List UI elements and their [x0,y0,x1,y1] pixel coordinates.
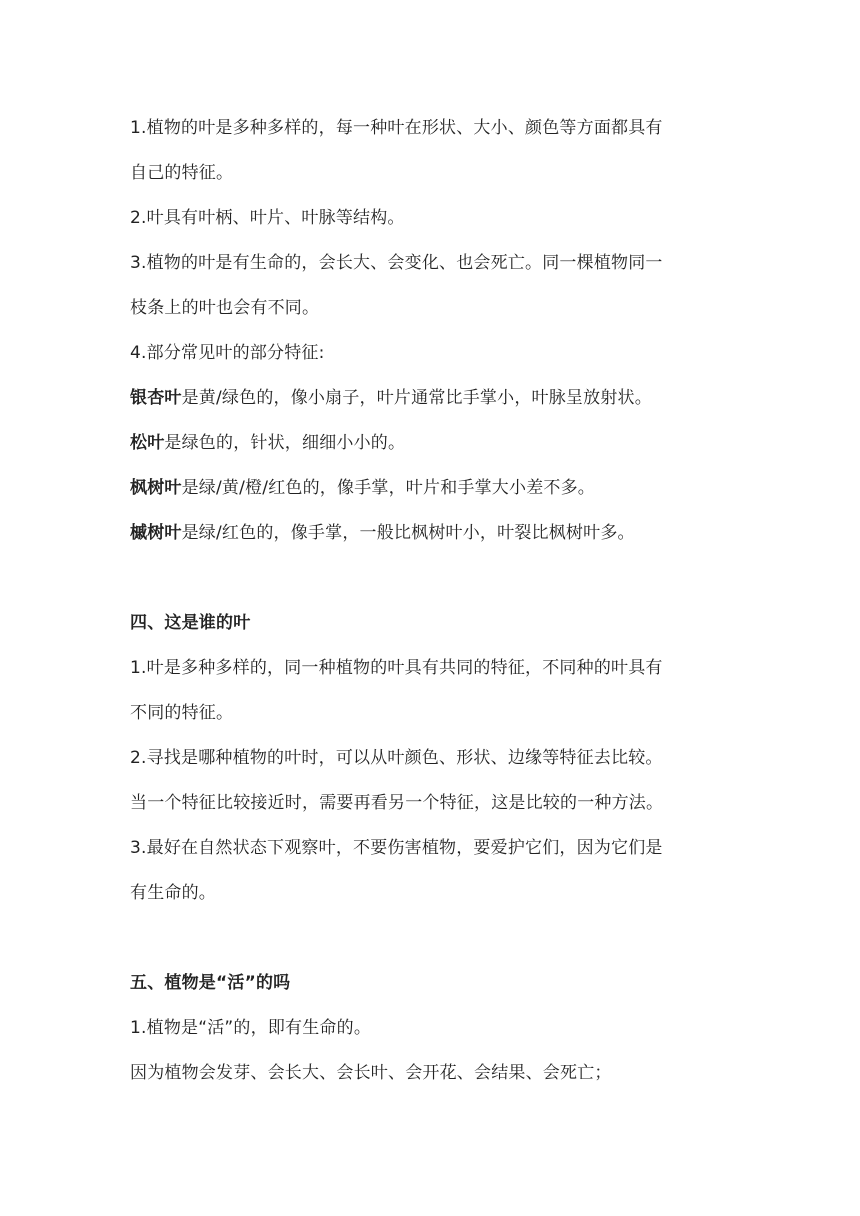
paragraph-observe-line2: 有生命的。 [130,883,216,903]
paragraph-leaf-features-line1: 1.叶是多种多样的，同一种植物的叶具有共同的特征，不同种的叶具有 [130,658,663,678]
leaf-item-ginkgo [130,386,652,410]
section-heading-plants-alive: 五、植物是“活”的吗 [130,973,291,993]
paragraph-leaf-life-line1: 3.植物的叶是有生命的，会长大、会变化、也会死亡。同一棵植物同一 [130,253,663,273]
leaf-item-acer [130,521,635,545]
paragraph-observe-line1: 3.最好在自然状态下观察叶，不要伤害植物，要爱护它们，因为它们是 [130,838,663,858]
leaf-name-maple: 枫树叶 [130,478,182,498]
leaf-item-maple [130,476,595,500]
leaf-name-acer: 槭树叶 [130,523,182,543]
leaf-name-pine: 松叶 [130,433,165,453]
leaf-item-pine [130,431,405,455]
paragraph-compare-line2: 当一个特征比较接近时，需要再看另一个特征，这是比较的一种方法。 [130,793,664,813]
paragraph-leaf-life-line2: 枝条上的叶也会有不同。 [130,298,320,318]
leaf-desc-pine: 是绿色的，针状，细细小小的。 [164,433,406,453]
paragraph-leaf-features-line2: 不同的特征。 [130,703,234,723]
leaf-desc-maple: 是绿/黄/橙/红色的，像手掌，叶片和手掌大小差不多。 [181,478,595,498]
paragraph-common-leaves-intro: 4.部分常见叶的部分特征: [130,343,325,363]
paragraph-leaf-variety-line1: 1.植物的叶是多种多样的，每一种叶在形状、大小、颜色等方面都具有 [130,118,663,138]
section-heading-whose-leaf: 四、这是谁的叶 [130,613,251,633]
leaf-desc-ginkgo: 是黄/绿色的，像小扇子，叶片通常比手掌小，叶脉呈放射状。 [181,388,652,408]
paragraph-compare-line1: 2.寻找是哪种植物的叶时，可以从叶颜色、形状、边缘等特征去比较。 [130,748,663,768]
leaf-desc-acer: 是绿/红色的，像手掌，一般比枫树叶小，叶裂比枫树叶多。 [181,523,635,543]
paragraph-plants-alive: 1.植物是“活”的，即有生命的。 [130,1018,372,1038]
paragraph-leaf-variety-line2: 自己的特征。 [130,163,234,183]
paragraph-leaf-structure: 2.叶具有叶柄、叶片、叶脉等结构。 [130,208,405,228]
paragraph-plants-reasons: 因为植物会发芽、会长大、会长叶、会开花、会结果、会死亡； [130,1063,612,1083]
leaf-name-ginkgo: 银杏叶 [130,388,182,408]
